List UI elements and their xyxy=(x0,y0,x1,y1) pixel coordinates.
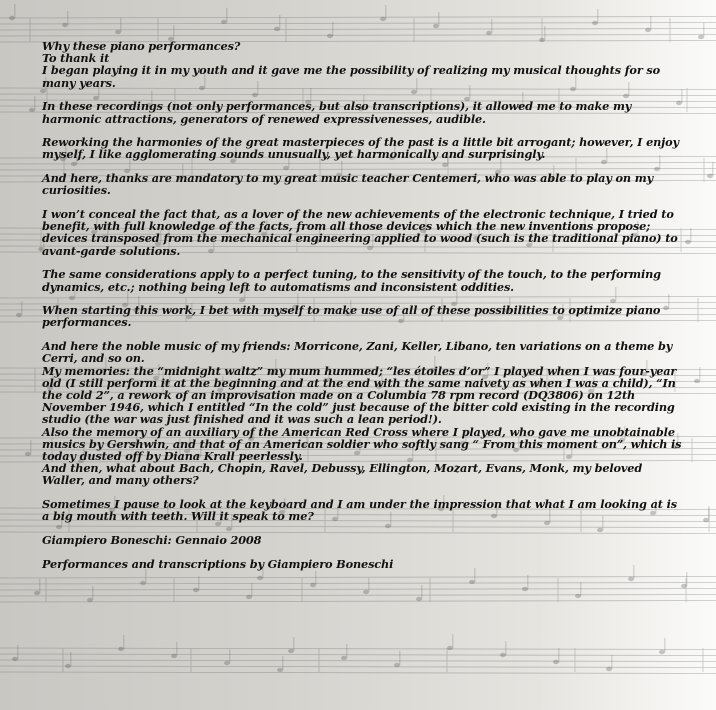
note-stem xyxy=(14,4,15,18)
note-head xyxy=(694,379,700,383)
staff-line xyxy=(0,648,716,650)
note-head xyxy=(592,21,598,25)
note-head xyxy=(310,583,316,587)
note-head xyxy=(433,24,439,28)
credits-line: Performances and transcriptions by Giampiero Boneschi xyxy=(42,556,394,571)
note-stem xyxy=(332,22,333,36)
note-stem xyxy=(491,19,492,33)
note-stem xyxy=(346,644,347,658)
note-stem xyxy=(399,651,400,665)
note-stem xyxy=(39,579,40,593)
note-stem xyxy=(34,96,35,110)
note-stem xyxy=(597,9,598,23)
paragraph-electronic: I won’t conceal the fact that, as a lover of the new achievements of the electronic technique, I tried to benefit, with full knowledge of the facts, from all those devices which the new inventions propose; devices transposed from the mechanical engineering applied to wood (such is the traditional piano) to avant-garde solutions. xyxy=(42,207,678,258)
note-head xyxy=(140,581,146,585)
note-stem xyxy=(650,16,651,30)
staff-line xyxy=(0,29,716,31)
paragraph-harmonies: Reworking the harmonies of the great masterpieces of the past is a little bit arrogant; however, I enjoy myself, I like agglomerating sounds unusually, yet harmonically and surprisingly. xyxy=(42,135,679,162)
note-stem xyxy=(505,641,506,655)
note-stem xyxy=(558,648,559,662)
note-head xyxy=(62,23,68,27)
note-head xyxy=(416,597,422,601)
note-stem xyxy=(67,11,68,25)
staff-line xyxy=(0,577,716,579)
note-stem xyxy=(176,642,177,656)
note-stem xyxy=(580,582,581,596)
note-head xyxy=(553,660,559,664)
note-stem xyxy=(544,26,545,40)
note-stem xyxy=(712,162,713,176)
note-head xyxy=(522,587,528,591)
note-head xyxy=(246,595,252,599)
staff-line xyxy=(0,583,716,585)
note-stem xyxy=(438,12,439,26)
paragraph-keyboard: Sometimes I pause to look at the keyboard and I am under the impression that what I am looking at is a big mouth with teeth. Will it speak to me? xyxy=(42,497,677,524)
note-stem xyxy=(421,585,422,599)
note-head xyxy=(65,664,71,668)
note-head xyxy=(606,667,612,671)
note-stem xyxy=(699,367,700,381)
note-stem xyxy=(30,440,31,454)
note-head xyxy=(221,20,227,24)
note-stem xyxy=(21,301,22,315)
note-head xyxy=(681,584,687,588)
staff-line xyxy=(0,17,716,19)
note-head xyxy=(500,653,506,657)
paragraph-optimize: When starting this work, I bet with myself to make use of all of these possibilities to optimize piano performances. xyxy=(42,303,661,330)
note-head xyxy=(9,16,15,20)
note-head xyxy=(645,28,651,32)
note-head xyxy=(25,452,31,456)
note-stem xyxy=(145,569,146,583)
note-head xyxy=(16,313,22,317)
note-head xyxy=(447,646,453,650)
note-stem xyxy=(452,634,453,648)
note-head xyxy=(277,668,283,672)
note-stem xyxy=(229,649,230,663)
note-head xyxy=(274,27,280,31)
note-stem xyxy=(173,25,174,39)
note-head xyxy=(628,577,634,581)
note-stem xyxy=(664,638,665,652)
note-head xyxy=(703,518,709,522)
note-head xyxy=(659,650,665,654)
note-head xyxy=(288,649,294,653)
note-head xyxy=(29,108,35,112)
paragraph-teacher: And here, thanks are mandatory to my great music teacher Centemeri, who was able to play on my curiosities. xyxy=(42,171,653,198)
note-stem xyxy=(708,506,709,520)
note-stem xyxy=(123,635,124,649)
staff-line xyxy=(0,654,716,656)
note-stem xyxy=(690,228,691,242)
staff-line xyxy=(0,595,716,597)
note-head xyxy=(224,661,230,665)
note-head xyxy=(115,30,121,34)
note-stem xyxy=(474,568,475,582)
note-stem xyxy=(385,5,386,19)
liner-notes-text xyxy=(42,40,684,570)
note-head xyxy=(363,590,369,594)
paragraph-tuning: The same considerations apply to a perfect tuning, to the sensitivity of the touch, to the performing dynamics, etc.; nothing being left to automatisms and inconsistent oddities. xyxy=(42,267,661,294)
note-head xyxy=(394,663,400,667)
note-stem xyxy=(279,15,280,29)
note-stem xyxy=(686,572,687,586)
note-head xyxy=(685,240,691,244)
note-stem xyxy=(282,656,283,670)
note-head xyxy=(327,34,333,38)
note-head xyxy=(12,657,18,661)
note-head xyxy=(257,576,263,580)
note-head xyxy=(341,656,347,660)
note-stem xyxy=(120,18,121,32)
staff-line xyxy=(0,35,716,37)
note-stem xyxy=(251,583,252,597)
note-head xyxy=(34,591,40,595)
note-stem xyxy=(17,645,18,659)
staff-line xyxy=(0,589,716,591)
note-head xyxy=(575,594,581,598)
note-stem xyxy=(293,637,294,651)
note-head xyxy=(171,654,177,658)
note-stem xyxy=(198,576,199,590)
note-head xyxy=(698,35,704,39)
note-stem xyxy=(527,575,528,589)
paragraph-memories: And here the noble music of my friends: Morricone, Zani, Keller, Libano, ten variations on a theme by Cerri, and so on. My memories: the “midnight waltz” my mum hummed; “les étoiles d’or” I played when I was four-year old (I still perform it at the beginning and at the end with the same naivety as when I was a child), “In the cold 2”, a rework of an improvisation made on a Columbia 78 rpm record (DQ3806) on 12th November 1946, which I entitled “In the cold” just because of the bitter cold existing in the recording studio (the war was just finished and it was such a lean period!). Also the memory of an auxiliary of the American Red Cross where I played, who gave me unobtainable musics by Gershwin, and that of an American soldier who softly sang “ From this moment on”, which is today dusted off by Diana Krall peerlessly. And then, what about Bach, Chopin, Ravel, Debussy, Ellington, Mozart, Evans, Monk, my beloved Waller, and many others? xyxy=(42,339,682,488)
note-head xyxy=(380,17,386,21)
staff-line xyxy=(0,660,716,662)
note-stem xyxy=(315,571,316,585)
signature-line: Giampiero Boneschi: Gennaio 2008 xyxy=(42,533,262,547)
staff-line xyxy=(0,601,716,603)
note-head xyxy=(707,174,713,178)
note-stem xyxy=(611,655,612,669)
note-stem xyxy=(703,23,704,37)
staff-line xyxy=(0,23,716,25)
note-head xyxy=(486,31,492,35)
paragraph-recordings: In these recordings (not only performances, but also transcriptions), it allowed me to make my harmonic attractions, generators of renewed expressivenesses, audible. xyxy=(42,99,632,126)
paragraph-intro: Why these piano performances? To thank it I began playing it in my youth and it gave me the possibility of realizing my musical thoughts for so many years. xyxy=(42,39,661,90)
staff-line xyxy=(0,672,716,674)
note-stem xyxy=(70,652,71,666)
note-stem xyxy=(226,8,227,22)
note-stem xyxy=(368,578,369,592)
note-head xyxy=(469,580,475,584)
note-head xyxy=(87,598,93,602)
note-head xyxy=(118,647,124,651)
note-stem xyxy=(92,586,93,600)
note-head xyxy=(193,588,199,592)
